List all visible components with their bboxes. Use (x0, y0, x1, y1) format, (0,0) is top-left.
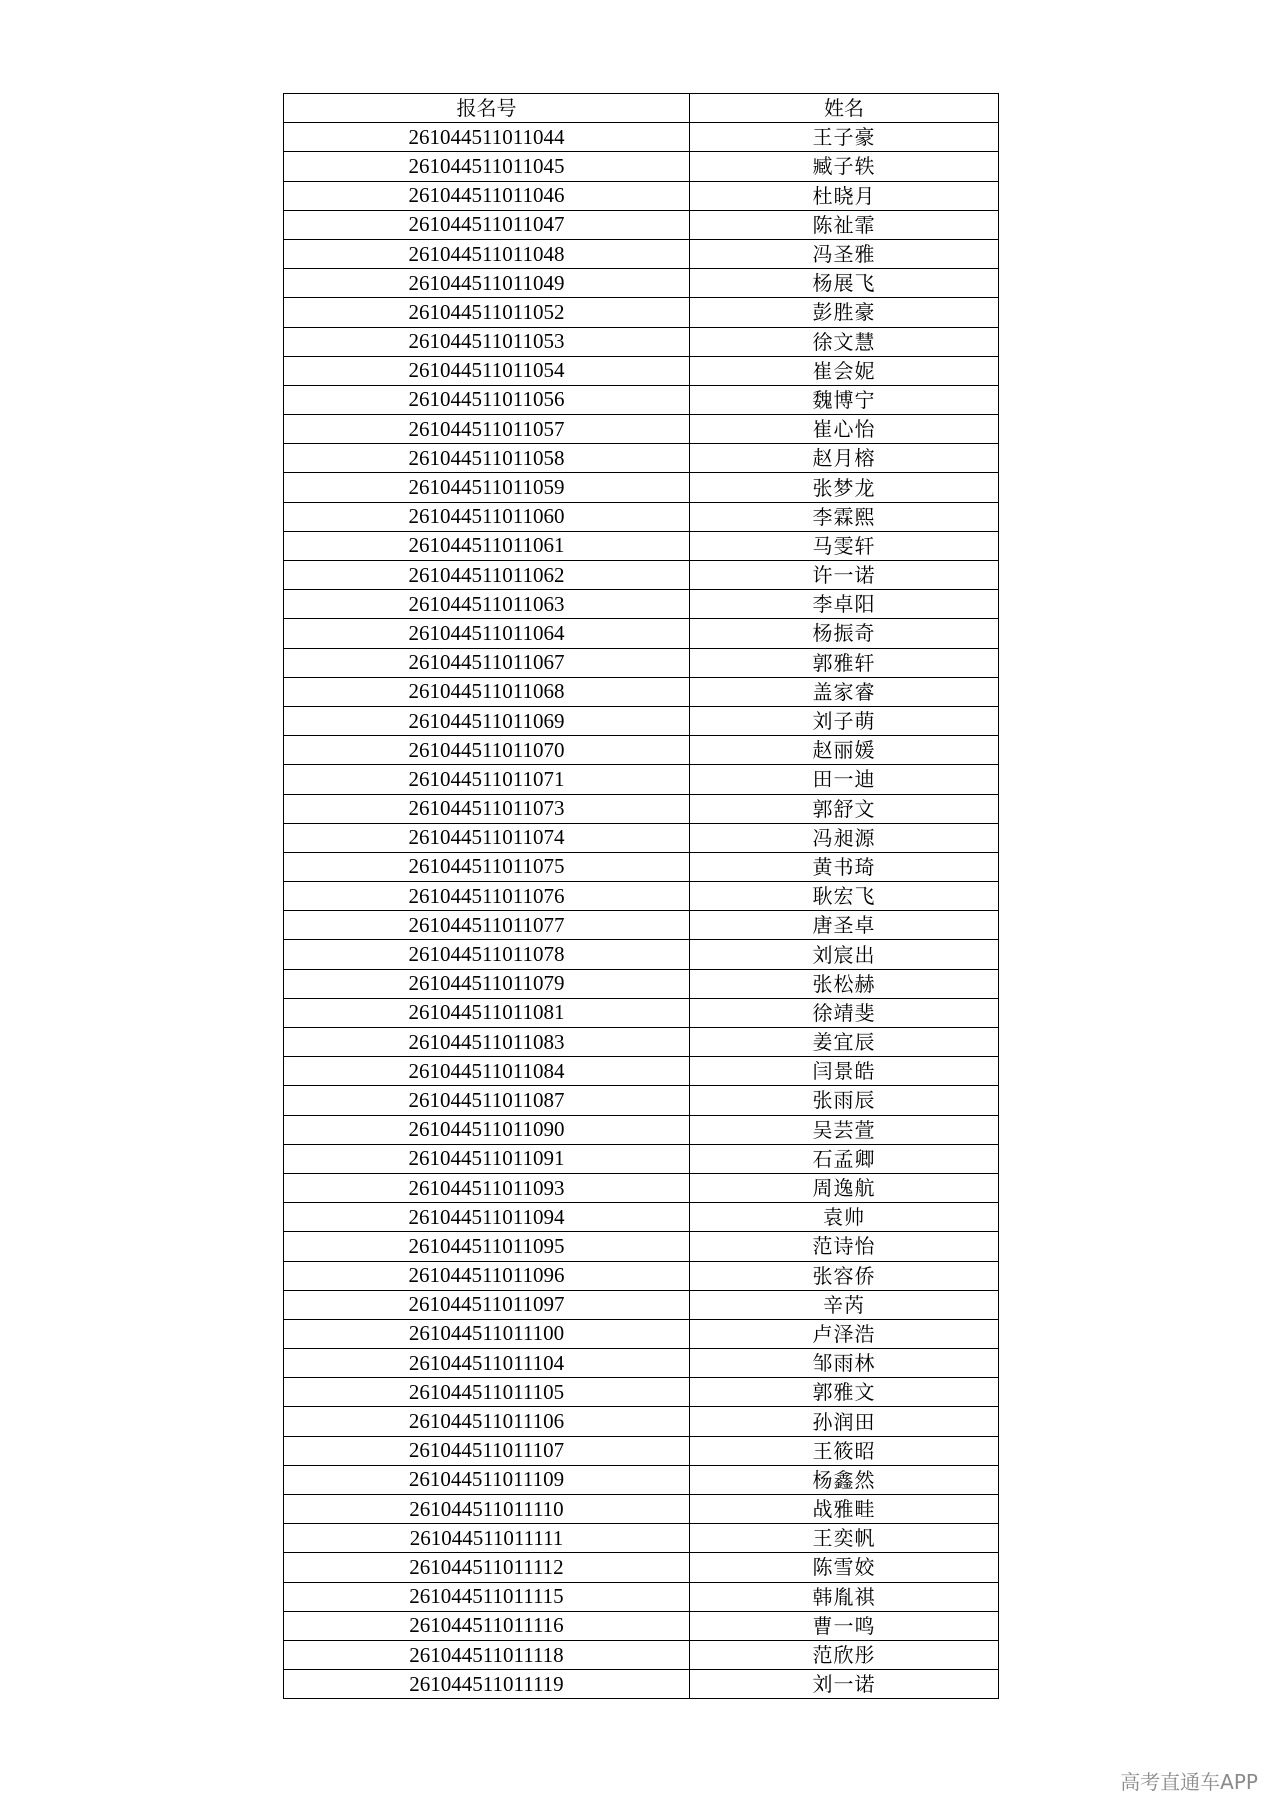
registration-number-cell: 261044511011093 (284, 1173, 690, 1202)
table-row (284, 1232, 999, 1261)
table-row (284, 356, 999, 385)
student-name-cell: 徐靖斐 (690, 998, 999, 1027)
student-name-cell: 冯昶源 (690, 823, 999, 852)
registration-number-cell: 261044511011096 (284, 1261, 690, 1290)
student-name-cell: 郭雅轩 (690, 648, 999, 677)
registration-number-cell: 261044511011116 (284, 1611, 690, 1640)
student-name-cell: 邹雨林 (690, 1349, 999, 1378)
student-name-cell: 魏博宁 (690, 385, 999, 414)
student-name-cell: 赵丽媛 (690, 736, 999, 765)
student-name-cell: 李霖熙 (690, 502, 999, 531)
table-row (284, 1319, 999, 1348)
header-registration-number: 报名号 (284, 94, 690, 123)
table-row (284, 210, 999, 239)
table-row (284, 1028, 999, 1057)
student-name-cell: 彭胜豪 (690, 298, 999, 327)
registration-number-cell: 261044511011079 (284, 969, 690, 998)
registration-number-cell: 261044511011075 (284, 852, 690, 881)
registration-number-cell: 261044511011053 (284, 327, 690, 356)
registration-number-cell: 261044511011067 (284, 648, 690, 677)
table-row (284, 1640, 999, 1669)
registration-number-cell: 261044511011106 (284, 1407, 690, 1436)
registration-number-cell: 261044511011095 (284, 1232, 690, 1261)
registration-number-cell: 261044511011109 (284, 1465, 690, 1494)
student-name-cell: 陈祉霏 (690, 210, 999, 239)
watermark-label: 高考直通车APP (1120, 1770, 1258, 1794)
student-name-cell: 孙润田 (690, 1407, 999, 1436)
registration-number-cell: 261044511011076 (284, 882, 690, 911)
table-header (284, 94, 999, 123)
registration-number-cell: 261044511011069 (284, 706, 690, 735)
table-row (284, 969, 999, 998)
table-row (284, 1057, 999, 1086)
student-name-cell: 盖家睿 (690, 677, 999, 706)
table-row (284, 794, 999, 823)
student-name-cell: 张梦龙 (690, 473, 999, 502)
registration-number-cell: 261044511011104 (284, 1349, 690, 1378)
student-name-cell: 曹一鸣 (690, 1611, 999, 1640)
student-name-cell: 郭舒文 (690, 794, 999, 823)
table-row (284, 444, 999, 473)
student-name-cell: 杨展飞 (690, 269, 999, 298)
table-row (284, 415, 999, 444)
registration-number-cell: 261044511011070 (284, 736, 690, 765)
registration-number-cell: 261044511011119 (284, 1670, 690, 1699)
student-name-cell: 崔心怡 (690, 415, 999, 444)
registration-number-cell: 261044511011073 (284, 794, 690, 823)
student-name-cell: 范欣彤 (690, 1640, 999, 1669)
table-row (284, 473, 999, 502)
student-name-cell: 臧子轶 (690, 152, 999, 181)
registration-number-cell: 261044511011083 (284, 1028, 690, 1057)
table-row (284, 1173, 999, 1202)
registration-number-cell: 261044511011074 (284, 823, 690, 852)
registration-number-cell: 261044511011107 (284, 1436, 690, 1465)
student-name-cell: 刘宸出 (690, 940, 999, 969)
table-row (284, 882, 999, 911)
registration-number-cell: 261044511011091 (284, 1144, 690, 1173)
table-row (284, 1553, 999, 1582)
student-name-cell: 刘一诺 (690, 1670, 999, 1699)
table-row (284, 765, 999, 794)
table-row (284, 998, 999, 1027)
student-name-cell: 冯圣雅 (690, 239, 999, 268)
table-row (284, 239, 999, 268)
student-name-cell: 张雨辰 (690, 1086, 999, 1115)
registration-number-cell: 261044511011046 (284, 181, 690, 210)
student-name-cell: 周逸航 (690, 1173, 999, 1202)
header-row (284, 94, 999, 123)
registration-number-cell: 261044511011110 (284, 1495, 690, 1524)
table-row (284, 677, 999, 706)
student-name-cell: 杨鑫然 (690, 1465, 999, 1494)
student-name-cell: 崔会妮 (690, 356, 999, 385)
registration-number-cell: 261044511011063 (284, 590, 690, 619)
registration-number-cell: 261044511011094 (284, 1203, 690, 1232)
student-name-cell: 杜晓月 (690, 181, 999, 210)
table-row (284, 298, 999, 327)
table-row (284, 1524, 999, 1553)
student-name-cell: 黄书琦 (690, 852, 999, 881)
registration-number-cell: 261044511011077 (284, 911, 690, 940)
student-name-cell: 王子豪 (690, 123, 999, 152)
table-row (284, 269, 999, 298)
table-row (284, 1115, 999, 1144)
table-row (284, 648, 999, 677)
registration-number-cell: 261044511011044 (284, 123, 690, 152)
table-row (284, 1261, 999, 1290)
student-name-cell: 杨振奇 (690, 619, 999, 648)
student-name-cell: 唐圣卓 (690, 911, 999, 940)
table-row (284, 940, 999, 969)
table-row (284, 1349, 999, 1378)
registration-number-cell: 261044511011105 (284, 1378, 690, 1407)
table-row (284, 1436, 999, 1465)
table-row (284, 1378, 999, 1407)
table-row (284, 911, 999, 940)
table-row (284, 1611, 999, 1640)
registration-number-cell: 261044511011118 (284, 1640, 690, 1669)
registration-number-cell: 261044511011059 (284, 473, 690, 502)
header-name: 姓名 (690, 94, 999, 123)
table-row (284, 1290, 999, 1319)
table-row (284, 181, 999, 210)
student-name-cell: 徐文慧 (690, 327, 999, 356)
student-name-cell: 许一诺 (690, 561, 999, 590)
registration-number-cell: 261044511011062 (284, 561, 690, 590)
registration-number-cell: 261044511011068 (284, 677, 690, 706)
registration-number-cell: 261044511011056 (284, 385, 690, 414)
student-name-cell: 王筱昭 (690, 1436, 999, 1465)
registration-number-cell: 261044511011060 (284, 502, 690, 531)
student-name-cell: 陈雪姣 (690, 1553, 999, 1582)
student-name-cell: 李卓阳 (690, 590, 999, 619)
registration-number-cell: 261044511011084 (284, 1057, 690, 1086)
table-row (284, 1086, 999, 1115)
student-name-cell: 姜宜辰 (690, 1028, 999, 1057)
registration-number-cell: 261044511011057 (284, 415, 690, 444)
registration-number-cell: 261044511011071 (284, 765, 690, 794)
registration-number-cell: 261044511011045 (284, 152, 690, 181)
table-row (284, 1144, 999, 1173)
registration-number-cell: 261044511011100 (284, 1319, 690, 1348)
table-body (284, 123, 999, 1699)
registration-number-cell: 261044511011115 (284, 1582, 690, 1611)
table-row (284, 1495, 999, 1524)
registration-number-cell: 261044511011061 (284, 531, 690, 560)
student-name-cell: 辛芮 (690, 1290, 999, 1319)
table-row (284, 531, 999, 560)
student-name-cell: 吴芸萱 (690, 1115, 999, 1144)
table-row (284, 1203, 999, 1232)
table-row (284, 327, 999, 356)
registration-number-cell: 261044511011112 (284, 1553, 690, 1582)
table-row (284, 823, 999, 852)
registration-number-cell: 261044511011049 (284, 269, 690, 298)
registration-number-cell: 261044511011081 (284, 998, 690, 1027)
table-row (284, 619, 999, 648)
student-name-cell: 王奕帆 (690, 1524, 999, 1553)
table-row (284, 152, 999, 181)
registration-number-cell: 261044511011047 (284, 210, 690, 239)
registration-number-cell: 261044511011052 (284, 298, 690, 327)
registration-number-cell: 261044511011111 (284, 1524, 690, 1553)
table-row (284, 706, 999, 735)
student-name-cell: 郭雅文 (690, 1378, 999, 1407)
student-name-cell: 闫景皓 (690, 1057, 999, 1086)
student-name-cell: 石孟卿 (690, 1144, 999, 1173)
student-name-cell: 赵月榕 (690, 444, 999, 473)
registration-number-cell: 261044511011087 (284, 1086, 690, 1115)
student-name-cell: 袁帅 (690, 1203, 999, 1232)
registration-number-cell: 261044511011078 (284, 940, 690, 969)
student-name-cell: 战雅畦 (690, 1495, 999, 1524)
student-name-cell: 张容侨 (690, 1261, 999, 1290)
table-row (284, 1465, 999, 1494)
table-row (284, 561, 999, 590)
registration-number-cell: 261044511011048 (284, 239, 690, 268)
student-name-cell: 卢泽浩 (690, 1319, 999, 1348)
roster-table (283, 93, 999, 1699)
student-name-cell: 张松赫 (690, 969, 999, 998)
table-row (284, 123, 999, 152)
registration-number-cell: 261044511011064 (284, 619, 690, 648)
table-row (284, 1407, 999, 1436)
student-name-cell: 田一迪 (690, 765, 999, 794)
table-row (284, 590, 999, 619)
table-row (284, 852, 999, 881)
registration-number-cell: 261044511011058 (284, 444, 690, 473)
student-name-cell: 耿宏飞 (690, 882, 999, 911)
table-row (284, 502, 999, 531)
table-row (284, 1582, 999, 1611)
registration-number-cell: 261044511011054 (284, 356, 690, 385)
table-row (284, 385, 999, 414)
student-name-cell: 范诗怡 (690, 1232, 999, 1261)
student-name-cell: 韩胤祺 (690, 1582, 999, 1611)
student-name-cell: 刘子萌 (690, 706, 999, 735)
student-name-cell: 马雯轩 (690, 531, 999, 560)
registration-number-cell: 261044511011090 (284, 1115, 690, 1144)
table-row (284, 736, 999, 765)
registration-number-cell: 261044511011097 (284, 1290, 690, 1319)
table-row (284, 1670, 999, 1699)
